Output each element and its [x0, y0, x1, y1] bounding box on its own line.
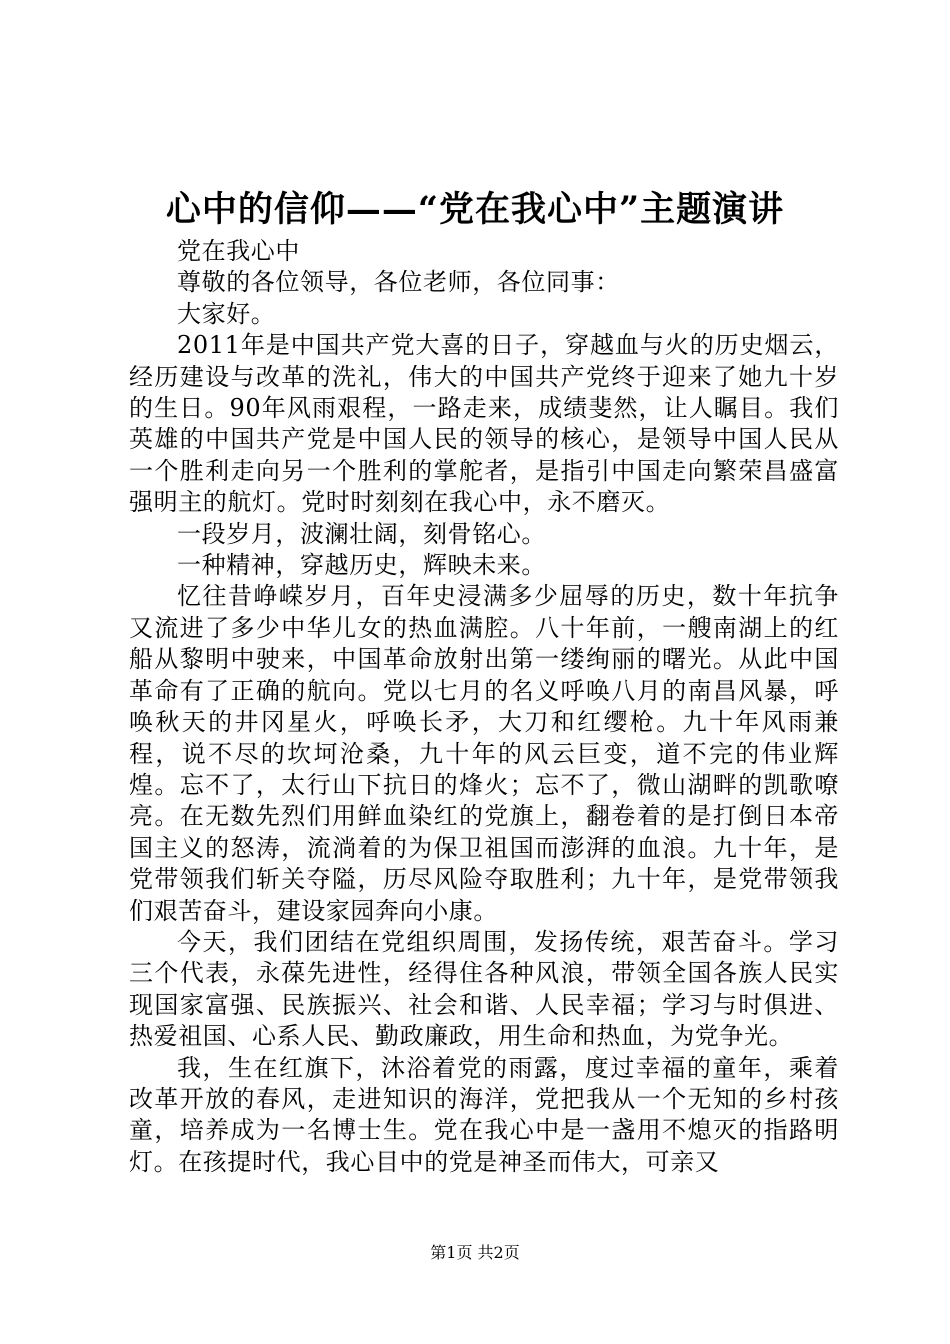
paragraph-heading: 党在我心中: [177, 237, 300, 265]
paragraph: 一段岁月，波澜壮阔，刻骨铭心。: [177, 519, 546, 548]
paragraph: 2011年是中国共产党大喜的日子，穿越血与火的历史烟云，经历建设与改革的洗礼，伟大的中国共产党终于迎来了她九十岁的生日。90年风雨艰程，一路走来，成绩斐然，让人瞩目。我们英雄的中国共产党是中国人民的领导的核心，是领导中国人民从一个胜利走向另一个胜利的掌舵者，是指引中国走向繁荣昌盛富强明主的航灯。党时时刻刻在我心中，永不磨灭。: [129, 331, 839, 517]
paragraph-salutation: 尊敬的各位领导，各位老师，各位同事：: [177, 268, 620, 297]
paragraph-greeting: 大家好。: [177, 299, 276, 328]
page-footer: 第1页 共2页: [430, 1243, 520, 1262]
document-title: 心中的信仰——“党在我心中”主题演讲: [165, 189, 785, 230]
document-body: [129, 236, 839, 1178]
paragraph: 我，生在红旗下，沐浴着党的雨露，度过幸福的童年，乘着改革开放的春风，走进知识的海洋，党把我从一个无知的乡村孩童，培养成为一名博士生。党在我心中是一盏用不熄灭的指路明灯。在孩提时代，我心目中的党是神圣而伟大，可亲又: [129, 1053, 839, 1176]
paragraph: 今天，我们团结在党组织周围，发扬传统，艰苦奋斗。学习三个代表，永葆先进性，经得住各种风浪，带领全国各族人民实现国家富强、民族振兴、社会和谐、人民幸福；学习与时俱进、热爱祖国、心系人民、勤政廉政，用生命和热血，为党争光。: [129, 927, 839, 1051]
paragraph: 忆往昔峥嵘岁月，百年史浸满多少屈辱的历史，数十年抗争又流进了多少中华儿女的热血满腔。八十年前，一艘南湖上的红船从黎明中驶来，中国革命放射出第一缕绚丽的曙光。从此中国革命有了正确的航向。党以七月的名义呼唤八月的南昌风暴，呼唤秋天的井冈星火，呼唤长矛，大刀和红缨枪。九十年风雨兼程，说不尽的坎坷沧桑，九十年的风云巨变，道不完的伟业辉煌。忘不了，太行山下抗日的烽火；忘不了，微山湖畔的凯歌嘹亮。在无数先烈们用鲜血染红的党旗上，翻卷着的是打倒日本帝国主义的怒涛，流淌着的为保卫祖国而澎湃的血浪。九十年，是党带领我们斩关夺隘，历尽风险夺取胜利；九十年，是党带领我们艰苦奋斗，建设家园奔向小康。: [129, 582, 839, 925]
paragraph: 一种精神，穿越历史，辉映未来。: [177, 551, 546, 580]
